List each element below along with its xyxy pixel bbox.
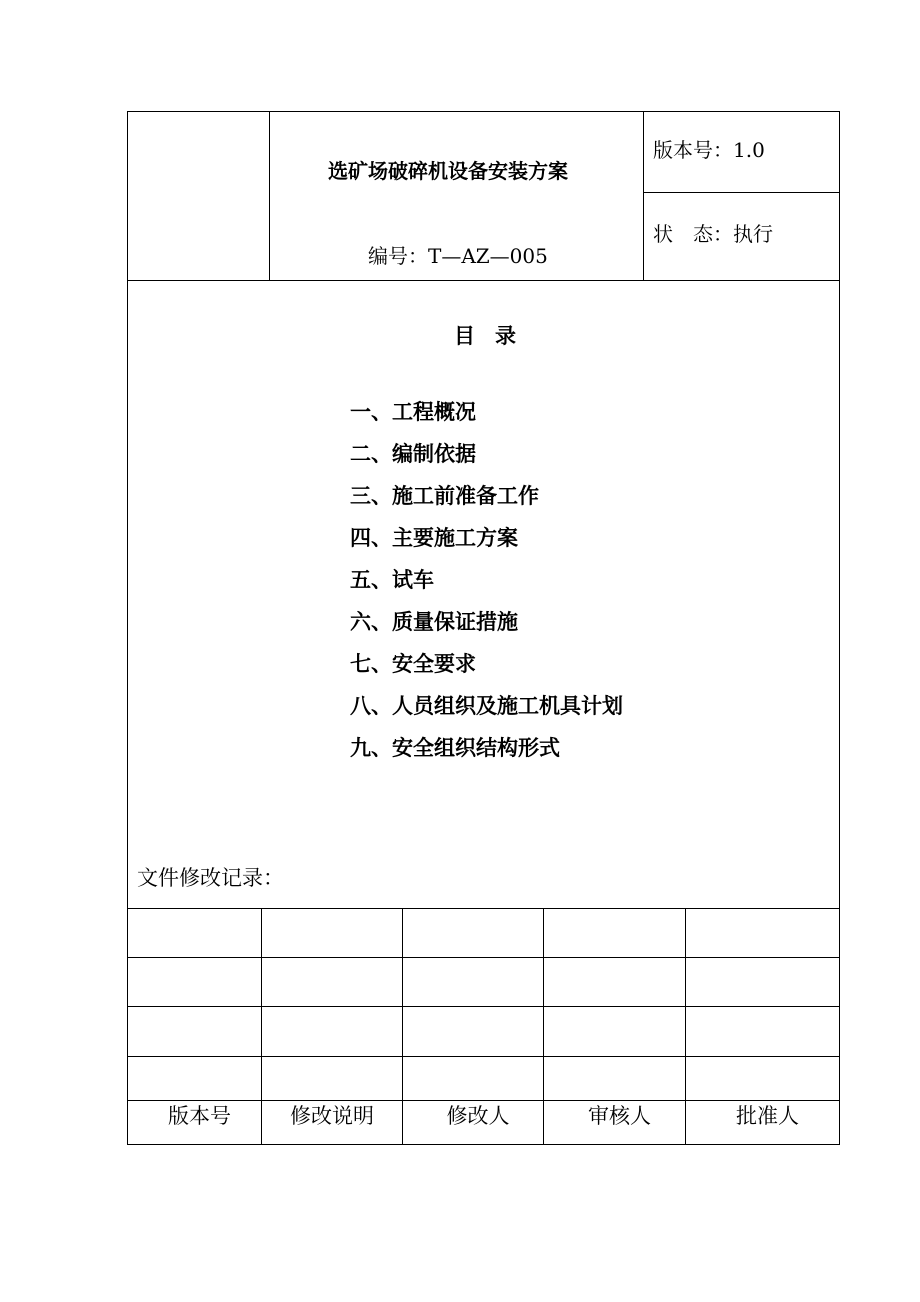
version-number xyxy=(653,134,765,163)
toc-item: 三、施工前准备工作 xyxy=(350,484,539,508)
document-title: 选矿场破碎机设备安装方案 xyxy=(328,159,568,183)
revision-cell xyxy=(686,1063,839,1093)
version-label: 版本号： xyxy=(653,138,733,162)
toc-item: 二、编制依据 xyxy=(350,442,476,466)
revision-row-line xyxy=(127,1006,840,1007)
revision-cell xyxy=(403,1063,543,1093)
toc-item: 九、安全组织结构形式 xyxy=(350,736,560,760)
header-divider-left xyxy=(269,111,270,281)
revision-cell xyxy=(128,967,261,997)
revision-cell xyxy=(544,967,685,997)
version-value: 1.0 xyxy=(733,138,765,162)
revision-row-line xyxy=(127,1056,840,1057)
revision-cell xyxy=(262,918,402,948)
status-value: 执行 xyxy=(733,222,773,246)
revision-cell xyxy=(686,1016,839,1046)
revision-cell xyxy=(686,967,839,997)
column-header-modified-by: 修改人 xyxy=(446,1104,510,1128)
header-divider-right xyxy=(643,111,644,281)
revision-cell xyxy=(262,967,402,997)
status-label: 状 态： xyxy=(653,222,733,246)
toc-list xyxy=(350,396,623,774)
revision-cell xyxy=(262,1016,402,1046)
revision-cell xyxy=(128,1063,261,1093)
column-header-change-description: 修改说明 xyxy=(290,1104,374,1128)
document-code xyxy=(368,240,548,269)
revision-cell xyxy=(686,918,839,948)
revision-cell xyxy=(544,1063,685,1093)
toc-item: 八、人员组织及施工机具计划 xyxy=(350,694,623,718)
toc-item: 七、安全要求 xyxy=(350,652,476,676)
toc-item: 六、质量保证措施 xyxy=(350,610,518,634)
toc-item: 一、工程概况 xyxy=(350,400,476,424)
document-code-label: 编号： xyxy=(368,244,428,268)
toc-title: 目录 xyxy=(454,324,536,348)
column-header-reviewed-by: 审核人 xyxy=(588,1104,651,1128)
toc-item: 五、试车 xyxy=(350,568,434,592)
revision-cell xyxy=(544,918,685,948)
revision-record-label: 文件修改记录： xyxy=(137,866,284,890)
toc-item: 四、主要施工方案 xyxy=(350,526,518,550)
header-bottom-line xyxy=(127,280,840,281)
revision-cell xyxy=(403,1016,543,1046)
revision-cell xyxy=(128,918,261,948)
column-header-version: 版本号 xyxy=(168,1104,231,1128)
document-code-value: T—AZ—005 xyxy=(428,244,548,268)
revision-table-top xyxy=(127,908,840,909)
revision-cell xyxy=(262,1063,402,1093)
document-status xyxy=(653,218,773,247)
column-header-approved-by: 批准人 xyxy=(736,1104,799,1128)
revision-row-line xyxy=(127,957,840,958)
revision-cell xyxy=(403,918,543,948)
header-divider-meta xyxy=(643,192,840,193)
revision-cell xyxy=(403,967,543,997)
revision-cell xyxy=(544,1016,685,1046)
revision-cell xyxy=(128,1016,261,1046)
